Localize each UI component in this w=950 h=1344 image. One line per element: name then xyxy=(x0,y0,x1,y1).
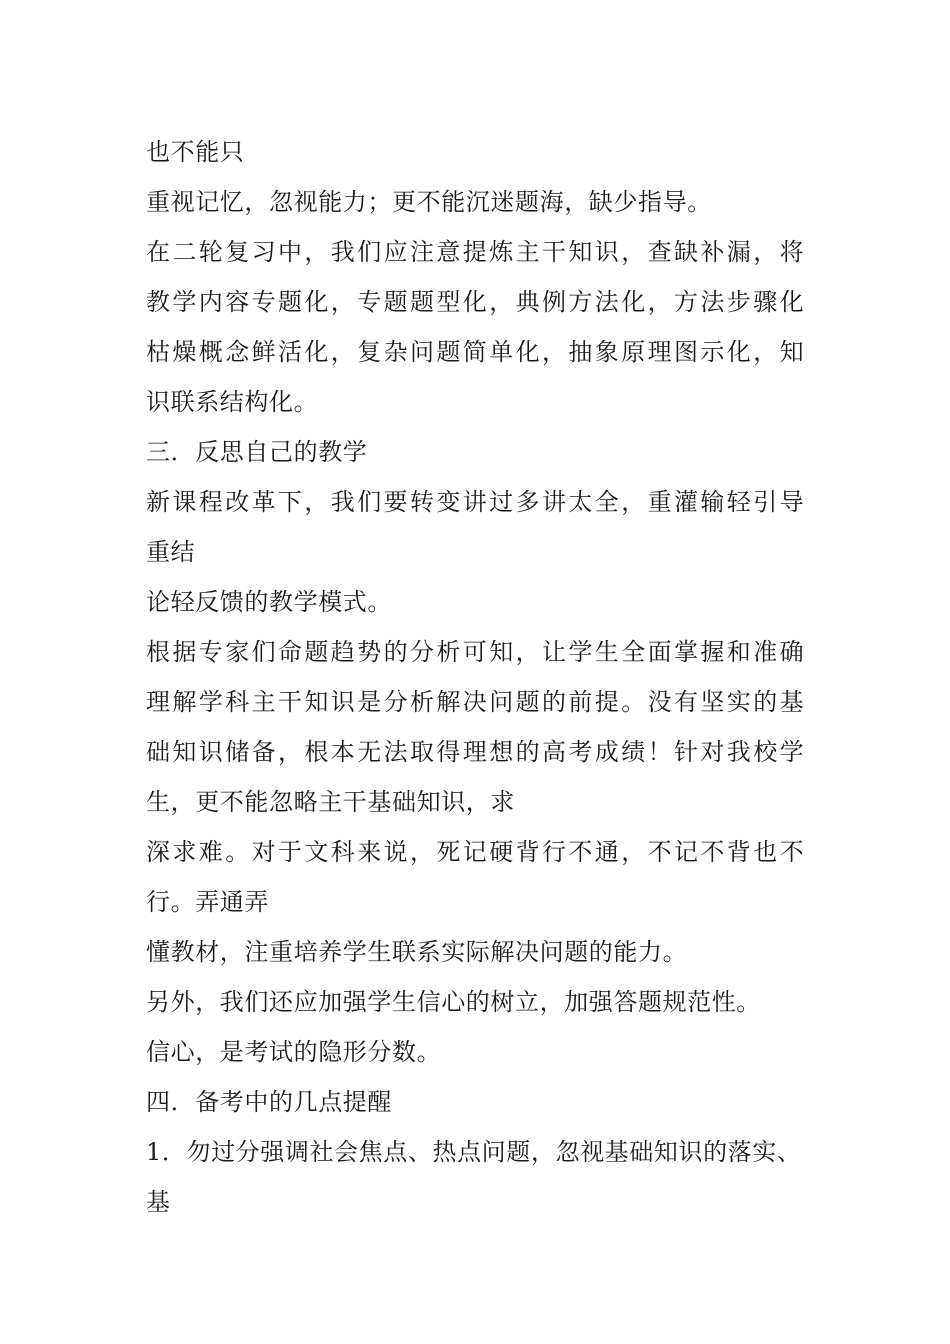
text-line: 在二轮复习中，我们应注意提炼主干知识，查缺补漏，将 xyxy=(146,238,806,266)
text-line: 枯燥概念鲜活化，复杂问题简单化，抽象原理图示化，知 xyxy=(146,338,806,366)
text-line: 也不能只 xyxy=(146,138,245,166)
section-heading: 四．备考中的几点提醒 xyxy=(146,1088,392,1116)
text-line: 另外，我们还应加强学生信心的树立，加强答题规范性。 xyxy=(146,988,761,1016)
text-line: 识联系结构化。 xyxy=(146,388,319,416)
text-line: 教学内容专题化，专题题型化，典例方法化，方法步骤化 xyxy=(146,288,806,316)
text-line: 信心，是考试的隐形分数。 xyxy=(146,1038,442,1066)
text-line: 生，更不能忽略主干基础知识，求 xyxy=(146,788,515,816)
text-line: 重视记忆，忽视能力；更不能沉迷题海，缺少指导。 xyxy=(146,188,712,216)
section-heading: 三．反思自己的教学 xyxy=(146,438,368,466)
text-line: 懂教材，注重培养学生联系实际解决问题的能力。 xyxy=(146,938,688,966)
text-line: 础知识储备，根本无法取得理想的高考成绩！针对我校学 xyxy=(146,738,806,766)
text-line: 基 xyxy=(146,1188,171,1216)
text-line: 根据专家们命题趋势的分析可知，让学生全面掌握和准确 xyxy=(146,638,806,666)
text-line: 行。弄通弄 xyxy=(146,888,269,916)
text-line: 论轻反馈的教学模式。 xyxy=(146,588,392,616)
text-line: 深求难。对于文科来说，死记硬背行不通，不记不背也不 xyxy=(146,838,806,866)
text-line: 新课程改革下，我们要转变讲过多讲太全，重灌输轻引导 xyxy=(146,488,806,516)
text-line: 理解学科主干知识是分析解决问题的前提。没有坚实的基 xyxy=(146,688,806,716)
text-line: 重结 xyxy=(146,538,196,566)
text-line: 1．勿过分强调社会焦点、热点问题，忽视基础知识的落实、 xyxy=(146,1138,802,1166)
